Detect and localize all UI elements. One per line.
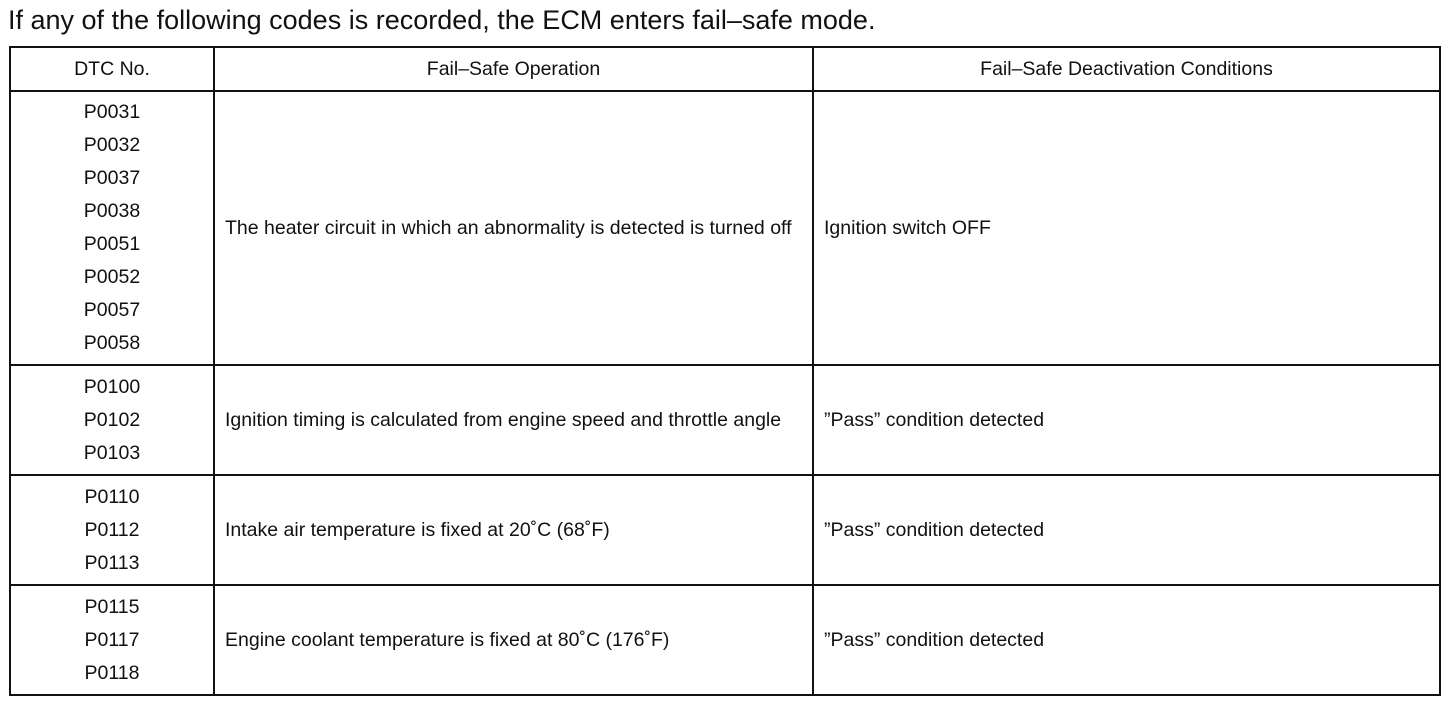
dtc-code: P0038 <box>83 200 141 222</box>
header-deactivation-conditions: Fail–Safe Deactivation Conditions <box>813 47 1440 91</box>
operation-cell: Intake air temperature is fixed at 20˚C (68˚F) <box>214 475 813 585</box>
table-row <box>10 585 1440 695</box>
dtc-code: P0058 <box>83 332 141 354</box>
table-row <box>10 91 1440 365</box>
dtc-code: P0100 <box>83 375 141 398</box>
deactivation-cell: ”Pass” condition detected <box>813 585 1440 695</box>
dtc-code: P0037 <box>83 167 141 189</box>
dtc-code: P0115 <box>84 595 140 618</box>
dtc-code: P0113 <box>84 551 140 574</box>
header-dtc-no: DTC No. <box>10 47 214 91</box>
dtc-codes-cell <box>10 365 214 475</box>
dtc-code: P0110 <box>84 485 140 508</box>
deactivation-cell: ”Pass” condition detected <box>813 365 1440 475</box>
table-row <box>10 475 1440 585</box>
dtc-code: P0031 <box>83 101 141 123</box>
intro-text: If any of the following codes is recorded, the ECM enters fail–safe mode. <box>8 5 876 35</box>
operation-cell: Engine coolant temperature is fixed at 80˚C (176˚F) <box>214 585 813 695</box>
dtc-code: P0112 <box>84 518 140 541</box>
dtc-code: P0118 <box>84 661 140 684</box>
table-header-row <box>10 47 1440 91</box>
dtc-code: P0051 <box>83 233 141 255</box>
dtc-code: P0052 <box>83 266 141 288</box>
fail-safe-table <box>9 46 1441 696</box>
operation-cell: Ignition timing is calculated from engine speed and throttle angle <box>214 365 813 475</box>
dtc-code: P0102 <box>83 408 141 431</box>
header-fail-safe-operation: Fail–Safe Operation <box>214 47 813 91</box>
dtc-code: P0103 <box>83 441 141 464</box>
deactivation-cell: Ignition switch OFF <box>813 91 1440 365</box>
dtc-codes-cell <box>10 91 214 365</box>
dtc-code: P0032 <box>83 134 141 156</box>
operation-cell: The heater circuit in which an abnormality is detected is turned off <box>214 91 813 365</box>
dtc-code: P0057 <box>83 299 141 321</box>
table-row <box>10 365 1440 475</box>
dtc-codes-cell <box>10 475 214 585</box>
dtc-code: P0117 <box>84 628 140 651</box>
deactivation-cell: ”Pass” condition detected <box>813 475 1440 585</box>
dtc-codes-cell <box>10 585 214 695</box>
